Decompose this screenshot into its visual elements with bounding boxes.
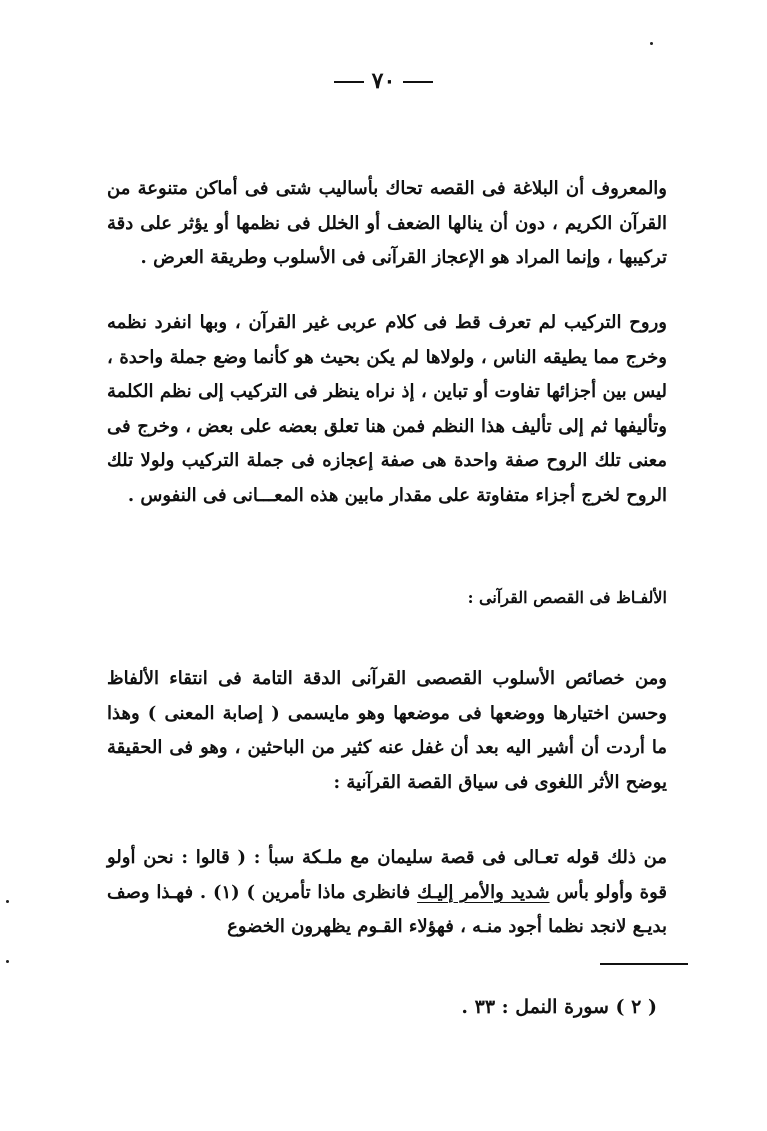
dash-left [403,81,433,83]
section-heading: الألفـاظ فى القصص القرآنى : [467,588,667,607]
paragraph-4 [107,841,667,945]
paragraph-4-part-1: من ذلك قوله تعـالى فى قصة سليمان مع ملـكة سبأ : ( قالوا : نحن أولو قوة وأولو بأس [107,847,667,903]
paragraph-4-underlined: شديد والأمر إليـك [417,881,550,903]
paragraph-4-part-2: فانظرى ماذا تأمرين ) (١) . فهـذا وصف بديـع لانجد نظما أجود منـه ، فهؤلاء القـوم يظهرون الخضوع [107,881,667,937]
scan-speck [6,900,9,903]
footnote: ( ٢ ) سورة النمل : ٣٣ . [461,996,657,1018]
scan-speck [6,960,9,963]
page-number-text: ٧٠ [371,68,396,94]
page-number [0,68,767,94]
dash-right [334,81,364,83]
footnote-divider [600,963,688,965]
paragraph-2: وروح التركيب لم تعرف قط فى كلام عربى غير القرآن ، وبها انفرد نظمه وخرج مما يطيقه الناس ، ولولاها لم يكن بحيث هو كأنما وضع جملة واحدة ، ليس بين أجزائها تفاوت أو تباين ، إذ نراه ينظر فى التركيب إلى نظم الكلمة وتأليفها ثم إلى تأليف هذا النظم فمن هنا تعلق بعضه على بعض ، وخرج فى معنى تلك الروح صفة واحدة هى صفة إعجازه فى جملة التركيب ولولا تلك الروح لخرج أجزاء متفاوتة على مقدار مابين هذه المعـــانى فى النفوس . [107,312,668,506]
paragraph-3: ومن خصائص الأسلوب القصصى القرآنى الدقة التامة فى انتقاء الألفاظ وحسن اختيارها ووضعها فى موضعها وهو مايسمى ( إصابة المعنى ) وهذا ما أردت أن أشير اليه بعد أن غفل عنه كثير من الباحثين ، وهو فى الحقيقة يوضح الأثر اللغوى فى سياق القصة القرآنية : [107,668,667,793]
paragraph-1: والمعروف أن البلاغة فى القصه تحاك بأساليب شتى فى أماكن متنوعة من القرآن الكريم ، دون أن ينالها الضعف أو الخلل فى نظمها أو يؤثر على دقة تركيبها ، وإنما المراد هو الإعجاز القرآنى فى الأسلوب وطريقة العرض . [107,178,667,268]
scan-speck [650,42,653,45]
